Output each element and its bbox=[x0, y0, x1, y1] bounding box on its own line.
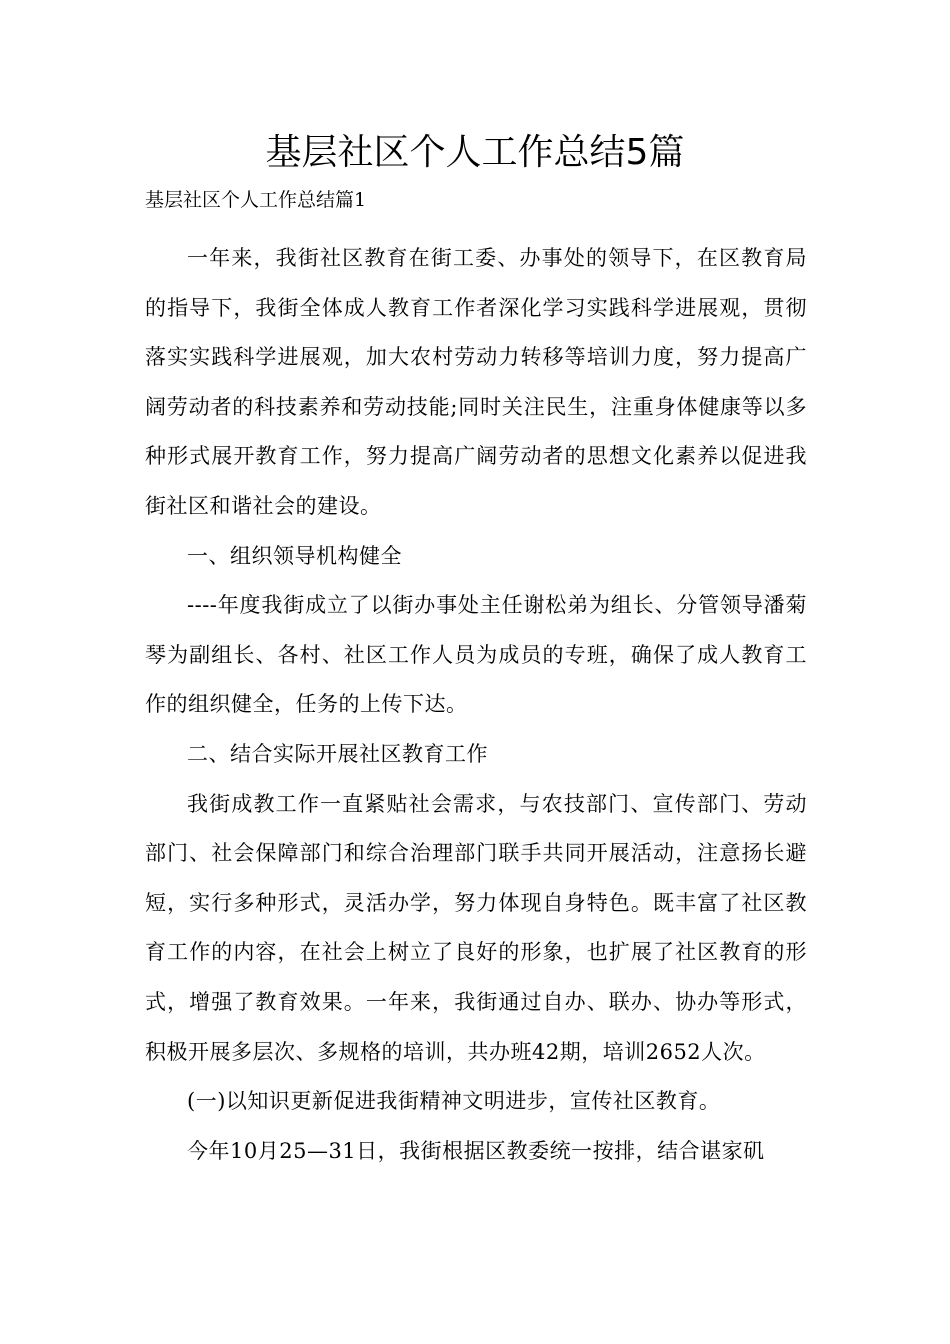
paragraph-intro: 一年来，我街社区教育在街工委、办事处的领导下，在区教育局的指导下，我街全体成人教育工作者深化学习实践科学进展观，贯彻落实实践科学进展观，加大农村劳动力转移等培训力度，努力提高广阔劳动者的科技素养和劳动技能;同时关注民生，注重身体健康等以多种形式展开教育工作，努力提高广阔劳动者的思想文化素养以促进我街社区和谐社会的建设。 bbox=[145, 246, 807, 518]
section-subtitle: 基层社区个人工作总结篇1 bbox=[145, 189, 367, 211]
subsection-heading-1: (一)以知识更新促进我街精神文明进步，宣传社区教育。 bbox=[187, 1089, 721, 1114]
section-heading-1: 一、组织领导机构健全 bbox=[187, 543, 402, 568]
section-heading-2: 二、结合实际开展社区教育工作 bbox=[187, 741, 488, 766]
paragraph-october-event: 今年10月25—31日，我街根据区教委统一按排，结合谌家矶 bbox=[187, 1138, 765, 1163]
document-title: 基层社区个人工作总结5篇 bbox=[265, 132, 685, 173]
paragraph-community-education: 我街成教工作一直紧贴社会需求，与农技部门、宣传部门、劳动部门、社会保障部门和综合治理部门联手共同开展活动，注意扬长避短，实行多种形式，灵活办学，努力体现自身特色。既丰富了社区教育工作的内容，在社会上树立了良好的形象，也扩展了社区教育的形式，增强了教育效果。一年来，我街通过自办、联办、协办等形式，积极开展多层次、多规格的培训，共办班42期，培训2652人次。 bbox=[145, 791, 807, 1064]
paragraph-organization: ----年度我街成立了以街办事处主任谢松弟为组长、分管领导潘菊琴为副组长、各村、社区工作人员为成员的专班，确保了成人教育工作的组织健全，任务的上传下达。 bbox=[145, 593, 807, 717]
document-body bbox=[145, 183, 807, 1176]
